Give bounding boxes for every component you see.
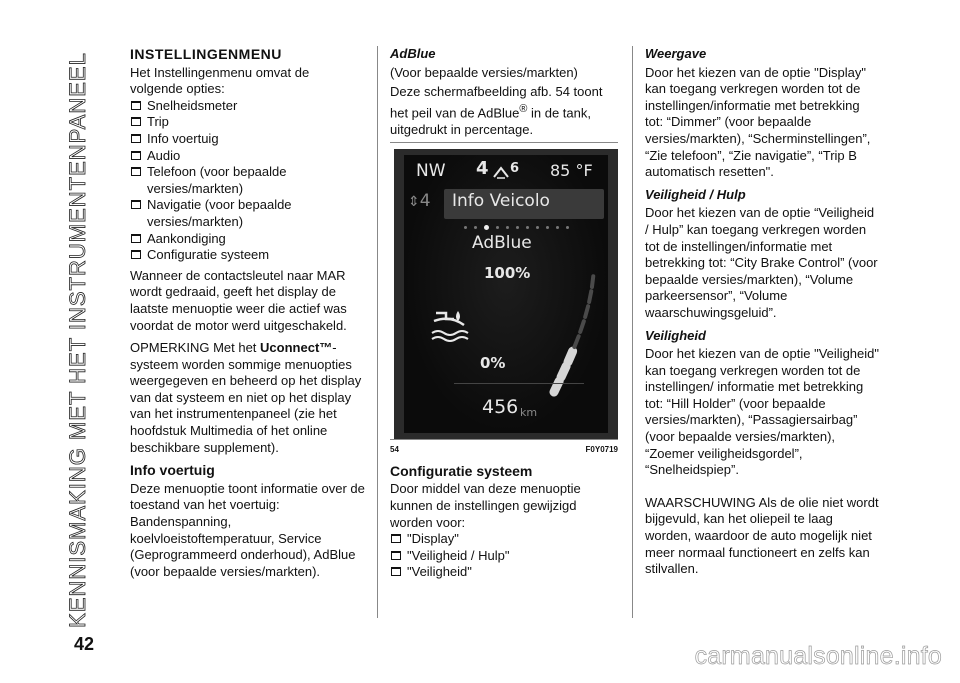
display-item-adblue: AdBlue (472, 233, 532, 254)
paragraph-note: OPMERKING Met het Uconnect™-systeem worden sommige menuopties weergegeven en beheerd op het display van dat systeem en niet op het display van het instrumentenpaneel (zie het hoofdstuk Multimedia of het online beschikbare supplement). (130, 340, 362, 455)
display-divider (454, 383, 584, 384)
subheading-system-config: Configuratie systeem (390, 462, 533, 479)
adblue-fluid-icon (428, 305, 472, 345)
gauge-segment-empty (585, 306, 588, 317)
list-item: Trip (130, 114, 365, 131)
gear-indicator: 4 (476, 158, 489, 180)
uconnect-brand: Uconnect™ (260, 340, 333, 356)
gauge-segment-empty (580, 321, 584, 332)
warning-text: WAARSCHUWING Als de olie niet wordt bijgevuld, kan het oliepeil te laag worden, waardoor de auto mogelijk niet meer normaal functioneert en zelfs kan stilvallen. (645, 494, 879, 577)
checkbox-icon (131, 167, 141, 176)
level-max-label: 100% (484, 264, 531, 283)
subheading-display: Weergave (645, 46, 707, 61)
display-text: Door het kiezen van de optie "Display" kan toegang verkregen worden tot de instellingen/informatie met betrekking tot: “Dimmer” (voor bepaalde versies/markten), “Scherminstellingen”, “Zie telefoon”, “Zie navigatie”, “Trip B automatisch resetten". (645, 64, 871, 180)
checkbox-icon (131, 250, 141, 259)
list-item: Audio (130, 148, 365, 165)
watermark-logo: carmanualsonline.info (694, 642, 942, 670)
page-number: 42 (74, 634, 95, 654)
range-unit: km (520, 406, 538, 420)
checkbox-icon (131, 134, 141, 143)
display-screen (404, 155, 608, 433)
list-item: Telefoon (voor bepaalde versies/markten) (130, 164, 365, 197)
gauge-segment-filled (568, 351, 573, 362)
checkbox-icon (391, 534, 401, 543)
column-right (645, 46, 881, 584)
vehicle-info-text: Deze menuoptie toont informatie over de toestand van het voertuig: Bandenspanning, koelvloeistoftemperatuur, Service (Geprogrammeerd onderhoud), AdBlue (voor bepaalde versies/markten). (130, 480, 365, 579)
gear-suggested: 6 (510, 161, 520, 177)
outside-temperature: 85 °F (550, 161, 593, 181)
adblue-versions: (Voor bepaalde versies/markten) (390, 64, 578, 80)
gauge-segment-empty (592, 276, 593, 287)
list-item: "Veiligheid" (390, 564, 618, 581)
page-dots (464, 225, 584, 231)
list-item: "Veiligheid / Hulp" (390, 548, 618, 565)
system-config-text: Door middel van deze menuoptie kunnen de instellingen gewijzigd worden voor: (390, 481, 581, 530)
column-left (130, 46, 365, 586)
gauge-segment-empty (589, 291, 591, 302)
level-min-label: 0% (480, 354, 506, 373)
instrument-display-image (394, 149, 618, 439)
adblue-level-gauge (524, 267, 614, 397)
list-item: Configuratie systeem (130, 247, 365, 264)
subheading-vehicle-info: Info voertuig (130, 462, 215, 479)
figure-rule (390, 142, 618, 143)
column-divider (632, 46, 633, 618)
column-divider (377, 46, 378, 618)
checkbox-icon (131, 101, 141, 110)
checkbox-icon (131, 117, 141, 126)
range-value: 456 (482, 396, 519, 419)
menu-options-list (130, 98, 365, 264)
side-gear-indicator: ⇕4 (408, 191, 431, 212)
checkbox-icon (131, 234, 141, 243)
config-options-list (390, 531, 618, 581)
figure-code: F0Y0719 (585, 445, 618, 455)
safety-assist-text: Door het kiezen van de optie “Veiligheid / Hulp” kan toegang verkregen worden tot de instellingen/informatie met betrekking tot: “City Brake Control” (voor bepaalde versies/markten), “Volume parkeersensor”, “Volume waarschuwingsgeluid”. (645, 205, 878, 320)
adblue-text: Deze schermafbeelding afb. 54 toont het peil van de AdBlue® in de tank, uitgedrukt in percentage. (390, 84, 603, 137)
safety-text: Door het kiezen van de optie "Veiligheid" kan toegang verkregen worden tot de instellingen/ informatie met betrekking tot: “Hill Holder” (voor bepaalde versies/markten), “Passagiersairbag” (voor bepaalde versies/markten), “Zoemer veiligheidsgordel”, “Snelheidspiep”. (645, 346, 879, 478)
checkbox-icon (131, 151, 141, 160)
column-middle (390, 46, 618, 585)
checkbox-icon (131, 200, 141, 209)
display-menu-title: Info Veicolo (452, 191, 550, 212)
subheading-safety: Veiligheid (645, 327, 706, 343)
list-item: Info voertuig (130, 131, 365, 148)
subheading-adblue: AdBlue (390, 46, 436, 61)
paragraph-mar: Wanneer de contactsleutel naar MAR wordt gedraaid, geeft het display de laatste menuoptie weer die actief was voordat de motor werd uitgeschakeld. (130, 267, 347, 333)
shift-up-icon (492, 165, 510, 179)
gauge-segment-filled (561, 366, 566, 377)
checkbox-icon (391, 551, 401, 560)
compass-heading: NW (416, 161, 446, 182)
subheading-safety-assist: Veiligheid / Hulp (645, 186, 746, 202)
list-item: "Display" (390, 531, 618, 548)
figure-number: 54 (390, 445, 399, 455)
list-item: Snelheidsmeter (130, 98, 365, 115)
section-heading-settings-menu: INSTELLINGENMENU (130, 46, 282, 62)
figure-rule (390, 439, 618, 440)
list-item: Aankondiging (130, 231, 365, 248)
chapter-side-title: KENNISMAKING MET HET INSTRUMENTENPANEEL (65, 52, 90, 628)
gauge-segment-empty (574, 336, 578, 347)
shift-arrows-icon: ⇕ (408, 194, 420, 211)
figure-caption (390, 442, 618, 459)
intro-text: Het Instellingenmenu omvat de volgende opties: (130, 64, 310, 97)
list-item: Navigatie (voor bepaalde versies/markten) (130, 197, 365, 230)
checkbox-icon (391, 567, 401, 576)
